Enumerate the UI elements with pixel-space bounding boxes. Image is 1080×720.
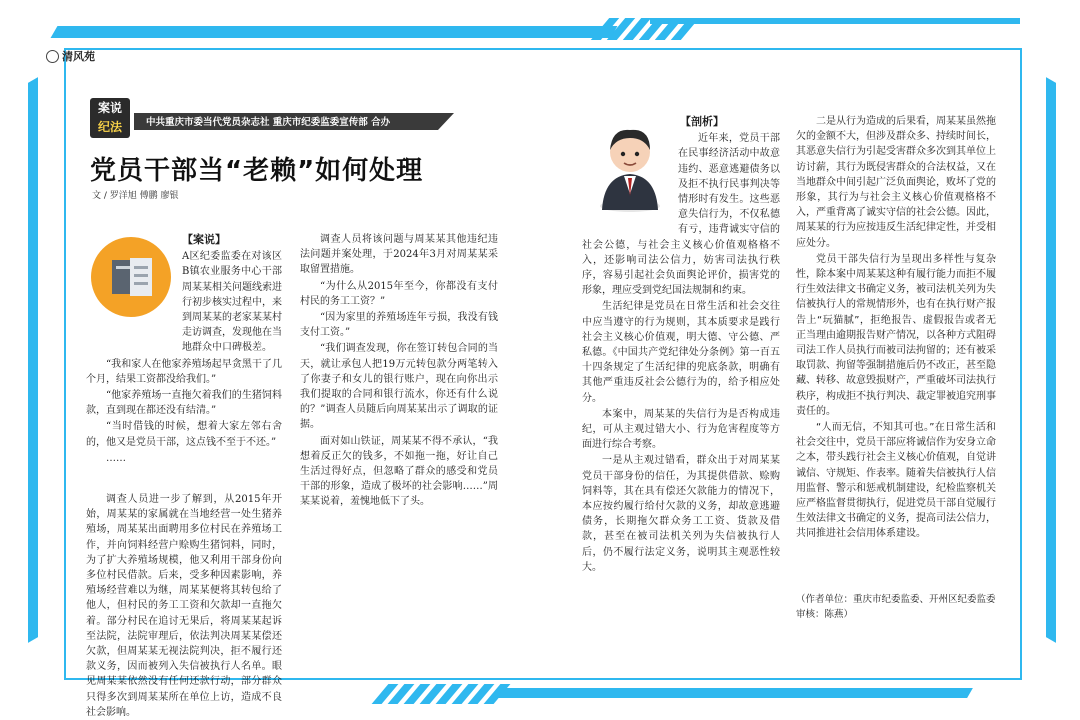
analysis-heading: 【剖析】	[680, 115, 724, 128]
column-badge	[90, 98, 130, 138]
bottom-stripe-band	[380, 684, 502, 704]
article-byline: 文 / 罗洋旭 傅鹏 廖银	[92, 191, 179, 201]
case-paragraph: 调查人员进一步了解到，从2015年开始，周某某的家属就在当地经营一处生猪养殖场，周某某出面聘用多位村民在养殖场工作，并向饲料经营户赊购生猪饲料，同时，为了扩大养殖场规模，他又利用干部身份向多位村民借款。后来，受多种因素影响，养殖场经营难以为继，周某某便将其转包给了他人，但村民的务工工资和欠款却一直拖欠着。部分村民在追讨无果后，将周某某起诉至法院，法院审理后，依法判决周某某偿还欠款，但周某某无视法院判决，拒不履行还款义务，因而被列入失信被执行人名单。眼见周某某依然没有任何还款行动，部分群众只得多次到周某某所在单位上访，造成不良社会影响。	[86, 494, 282, 718]
analysis-paragraph: 党员干部失信行为呈现出多样性与复杂性，除本案中周某某这种有履行能力而拒不履行生效法律文书确定义务，被司法机关列为失信被执行人的常规情形外，也有在执行财产报告上“玩猫腻”，拒绝报告、虚假报告或者无正当理由逾期报告财产情况，以各种方式阻碍司法工作人员执行而被司法拘留的；还有被采取罚款、拘留等强制措施后仍不改正，甚至隐藏、转移、故意毁损财产，严重破坏司法执行秩序，构成拒不执行判决、裁定罪被追究刑事责任的。	[796, 253, 996, 417]
right-side-accent	[1046, 77, 1056, 643]
case-paragraph: A区纪委监委在对该区B镇农业服务中心干部周某某相关问题线索进行初步核实过程中，来到周某某的老家某某村走访调查，发现他在当地群众中口碑极差。	[182, 251, 282, 354]
brand-logo-text: 清风苑	[62, 50, 95, 63]
case-paragraph: “为什么从2015年至今，你都没有支付村民的务工工资？”	[300, 280, 498, 307]
clean-wind-logo-icon	[46, 50, 59, 63]
case-paragraph: “我和家人在他家养殖场起早贪黑干了几个月，结果工资都没给我们。”	[86, 358, 282, 385]
analysis-paragraph: 生活纪律是党员在日常生活和社会交往中应当遵守的行为规则，其本质要求是践行社会主义核心价值观，明大德、守公德、严私德。《中国共产党纪律处分条例》第一百五十四条规定了生活纪律的兜底条款，明确有其他严重违反社会公德行为的，给予相应处分。	[582, 301, 780, 404]
case-heading: 【案说】	[182, 233, 226, 246]
publisher-line: 中共重庆市委当代党员杂志社 重庆市纪委监委宣传部 合办	[146, 117, 391, 128]
brand-logo	[46, 48, 95, 64]
case-paragraph: “因为家里的养殖场连年亏损，我没有钱支付工资。”	[300, 312, 498, 339]
analysis-paragraph: 二是从行为造成的后果看，周某某虽然拖欠的金额不大，但涉及群众多、持续时间长，其恶意失信行为引起受害群众多次到其单位上访讨薪，其行为既侵害群众的合法权益，又在当地群众中间引起广泛负面舆论，败坏了党的形象，其行为与社会主义核心价值观格格不入，严重背离了诚实守信的社会公德。因此，周某某的行为应按违反生活纪律定性，并受相应处分。	[796, 116, 996, 249]
analysis-column-1	[582, 114, 780, 642]
case-column-1	[86, 232, 282, 467]
column-badge-top: 案说	[97, 101, 122, 115]
article-title: 党员干部当“老赖”如何处理	[90, 156, 424, 186]
analysis-column-2	[796, 114, 996, 584]
case-paragraph: 调查人员将该问题与周某某其他违纪违法问题并案处理，于2024年3月对周某某采取留置措施。	[300, 234, 498, 276]
case-column-1b	[86, 492, 282, 718]
case-column-2	[300, 232, 498, 640]
analysis-paragraph: 一是从主观过错看，群众出于对周某某党员干部身份的信任，为其提供借款、赊购饲料等，其在具有偿还欠款能力的情况下，本应按约履行给付欠款的义务，却故意逃避债务，长期拖欠群众务工工资、货款及借款，甚至在被司法机关列为失信被执行人后，仍不履行法定义务，说明其主观恶性较大。	[582, 455, 780, 573]
top-accent-bar	[51, 26, 618, 38]
analysis-paragraph: “人而无信，不知其可也。”在日常生活和社会交往中，党员干部应将诚信作为安身立命之本，带头践行社会主义核心价值观，自觉讲诚信、守规矩、作表率。随着失信被执行人信用监督、警示和惩戒机制建设，纪检监察机关应严格监督贯彻执行，促进党员干部自觉履行生效法律文书确定的义务，提高司法公信力，共同推进社会信用体系建设。	[796, 422, 996, 540]
case-paragraph: 面对如山铁证，周某某不得不承认，“我想着反正欠的钱多，不如拖一拖，好让自己生活过得好点，但忽略了群众的感受和党员干部的形象，造成了极坏的社会影响……”周某某说着，羞愧地低下了头。	[300, 435, 498, 508]
top-right-accent-bar	[650, 18, 1020, 24]
bottom-accent-bar	[497, 688, 973, 698]
case-paragraph: “他家养殖场一直拖欠着我们的生猪饲料款，直到现在都还没有结清。”	[86, 390, 282, 417]
column-badge-bottom: 纪法	[97, 120, 122, 134]
author-note: （作者单位：重庆市纪委监委、开州区纪委监委 审核：陈燕）	[796, 594, 996, 620]
case-paragraph: ……	[106, 452, 126, 464]
case-paragraph: “当时借钱的时候，想着大家左邻右舍的，他又是党员干部，这点钱不至于不还。”	[86, 421, 282, 448]
left-side-accent	[28, 77, 38, 643]
analysis-paragraph: 近年来，党员干部在民事经济活动中故意违约、恶意逃避债务以及拒不执行民事判决等情形时有发生。这些恶意失信行为，不仅私德有亏，违背诚实守信的社会公德，与社会主义核心价值观格格不入，还影响司法公信力，妨害司法执行秩序，容易引起社会负面舆论评价，损害党的形象，理应受到党纪国法规制和约束。	[582, 133, 780, 297]
analysis-paragraph: 本案中，周某某的失信行为是否构成违纪，可从主观过错大小、行为危害程度等方面进行综合考察。	[582, 408, 780, 451]
case-paragraph: “我们调查发现，你在签订转包合同的当天，就让承包人把19万元转包款分两笔转入了你妻子和女儿的银行账户，现在向你出示我们提取的合同和银行流水，你还有什么说的？”调查人员随后向周某某出示了调取的证据。	[300, 343, 498, 431]
